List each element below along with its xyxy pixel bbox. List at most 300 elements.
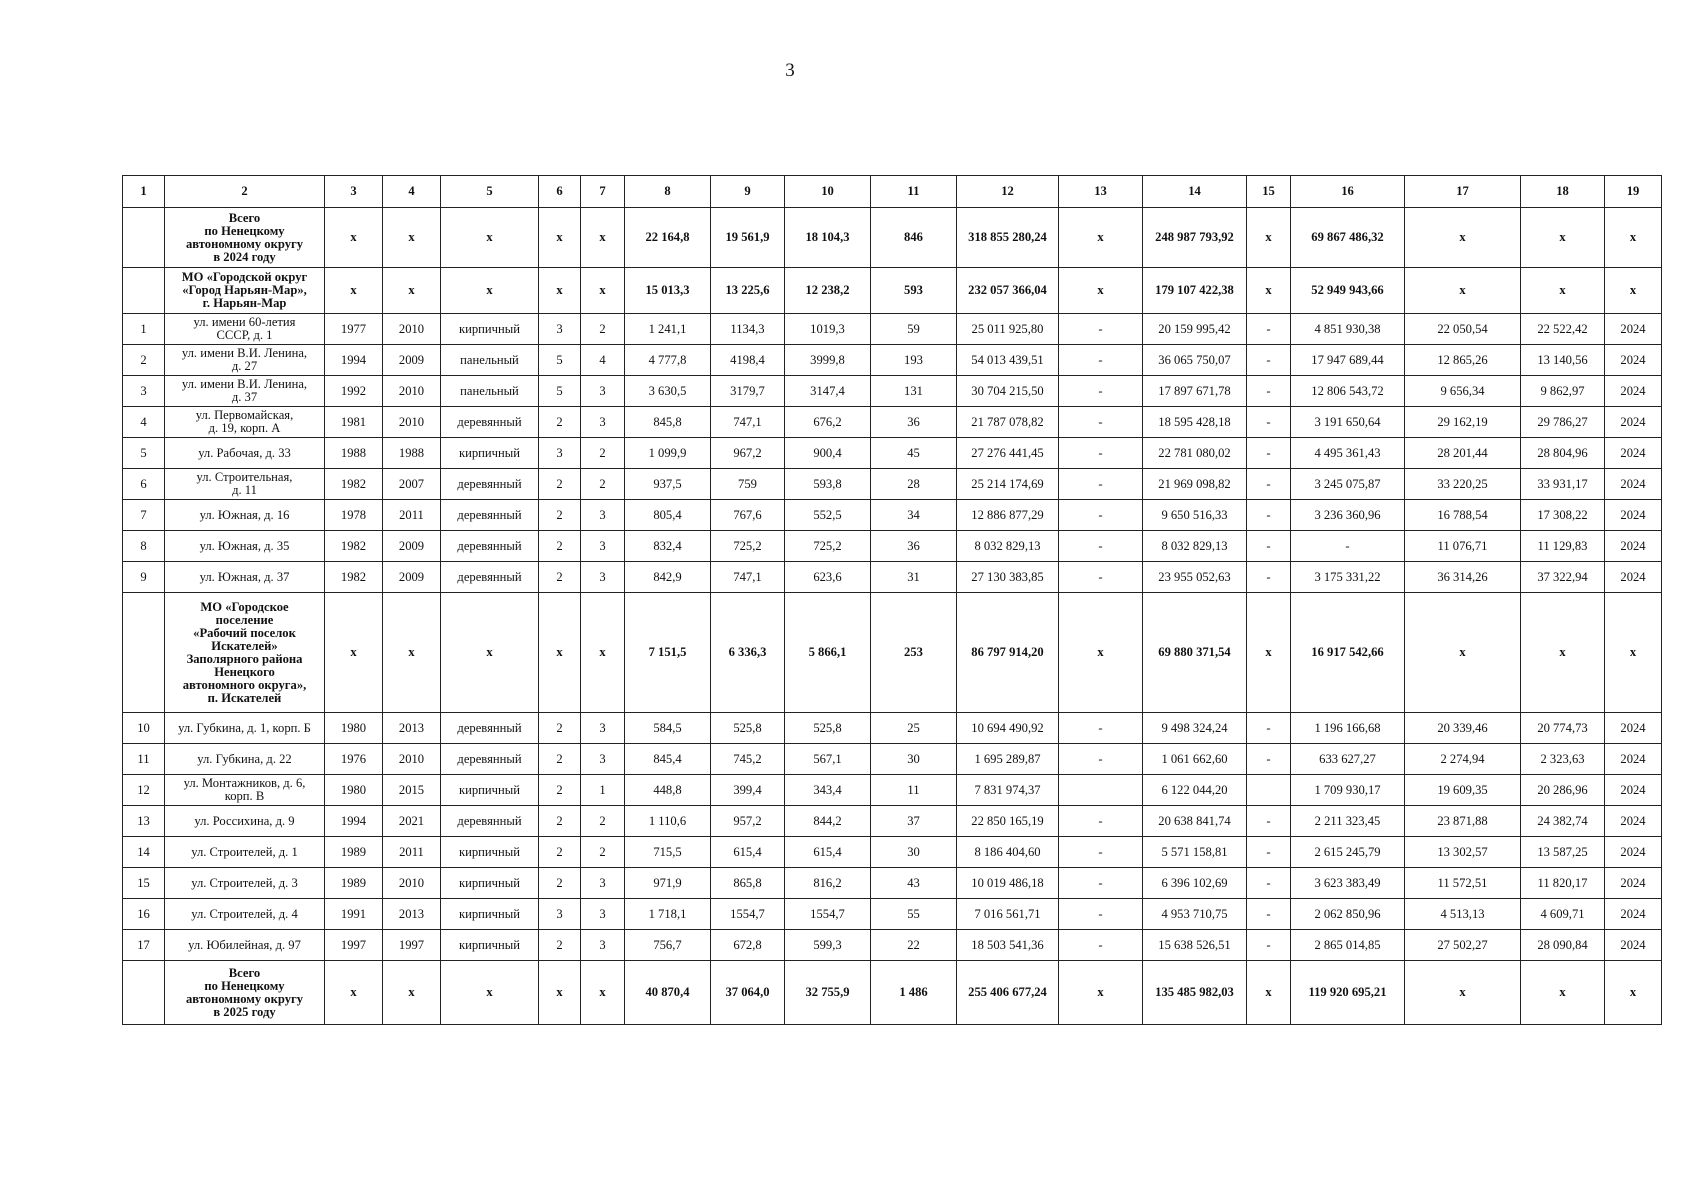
table-cell: деревянный: [441, 713, 539, 744]
table-cell: 1997: [383, 930, 441, 961]
table-cell: кирпичный: [441, 775, 539, 806]
table-cell: 2: [539, 407, 581, 438]
table-cell: х: [441, 208, 539, 268]
table-cell: 11: [871, 775, 957, 806]
table-cell: х: [581, 593, 625, 713]
table-cell: 3: [539, 438, 581, 469]
table-cell: 179 107 422,38: [1143, 268, 1247, 314]
table-row: [123, 899, 1662, 930]
table-cell: панельный: [441, 376, 539, 407]
table-cell: 3 175 331,22: [1291, 562, 1405, 593]
table-cell: 11: [123, 744, 165, 775]
table-cell: 525,8: [711, 713, 785, 744]
table-cell: -: [1247, 500, 1291, 531]
table-cell: деревянный: [441, 562, 539, 593]
table-cell: -: [1247, 469, 1291, 500]
table-cell: х: [1521, 268, 1605, 314]
table-cell: 1997: [325, 930, 383, 961]
table-cell: 1994: [325, 806, 383, 837]
table-cell: 832,4: [625, 531, 711, 562]
table-cell: х: [1605, 268, 1662, 314]
table-cell: -: [1059, 562, 1143, 593]
table-cell: 1976: [325, 744, 383, 775]
table-cell: 1 695 289,87: [957, 744, 1059, 775]
table-cell: 1977: [325, 314, 383, 345]
table-cell: 2024: [1605, 713, 1662, 744]
table-cell: 2: [539, 469, 581, 500]
table-cell: 131: [871, 376, 957, 407]
table-cell: 15 013,3: [625, 268, 711, 314]
table-cell: 10 694 490,92: [957, 713, 1059, 744]
table-cell: 2010: [383, 744, 441, 775]
table-cell: 2009: [383, 531, 441, 562]
table-cell: 1988: [325, 438, 383, 469]
table-cell: 22 164,8: [625, 208, 711, 268]
table-cell: 1554,7: [785, 899, 871, 930]
table-cell: 28 804,96: [1521, 438, 1605, 469]
table-row: [123, 775, 1662, 806]
table-cell: 900,4: [785, 438, 871, 469]
table-cell: 3147,4: [785, 376, 871, 407]
address-cell: ул. Первомайская, д. 19, корп. А: [165, 407, 325, 438]
column-number-8: 8: [625, 176, 711, 208]
table-cell: 193: [871, 345, 957, 376]
table-cell: 599,3: [785, 930, 871, 961]
table-cell: 3: [539, 899, 581, 930]
table-cell: 10 019 486,18: [957, 868, 1059, 899]
table-cell: 17: [123, 930, 165, 961]
table-cell: 13 587,25: [1521, 837, 1605, 868]
table-cell: 28 090,84: [1521, 930, 1605, 961]
table-cell: 1989: [325, 837, 383, 868]
table-cell: 23 871,88: [1405, 806, 1521, 837]
column-number-17: 17: [1405, 176, 1521, 208]
table-cell: 2: [539, 713, 581, 744]
table-cell: 937,5: [625, 469, 711, 500]
table-cell: 55: [871, 899, 957, 930]
table-cell: -: [1247, 713, 1291, 744]
table-total-row: [123, 961, 1662, 1025]
table-cell: 13 225,6: [711, 268, 785, 314]
table-cell: 22 850 165,19: [957, 806, 1059, 837]
table-cell: 747,1: [711, 407, 785, 438]
table-cell: 23 955 052,63: [1143, 562, 1247, 593]
table-cell: 9 656,34: [1405, 376, 1521, 407]
table-cell: кирпичный: [441, 837, 539, 868]
table-cell: 3: [581, 407, 625, 438]
table-cell: 4: [581, 345, 625, 376]
table-cell: 2009: [383, 345, 441, 376]
table-cell: 25: [871, 713, 957, 744]
table-cell: 22 050,54: [1405, 314, 1521, 345]
table-cell: -: [1059, 713, 1143, 744]
table-cell: 37: [871, 806, 957, 837]
table-cell: 767,6: [711, 500, 785, 531]
address-cell: ул. Рабочая, д. 33: [165, 438, 325, 469]
table-cell: -: [1247, 744, 1291, 775]
table-cell: 3: [581, 713, 625, 744]
table-cell: 845,4: [625, 744, 711, 775]
table-cell: 2: [581, 469, 625, 500]
table-cell: х: [581, 268, 625, 314]
table-cell: 2013: [383, 899, 441, 930]
table-cell: 86 797 914,20: [957, 593, 1059, 713]
table-cell: 69 880 371,54: [1143, 593, 1247, 713]
column-number-11: 11: [871, 176, 957, 208]
table-cell: -: [1291, 531, 1405, 562]
address-cell: ул. Губкина, д. 1, корп. Б: [165, 713, 325, 744]
table-cell: 5: [539, 376, 581, 407]
table-cell: 3: [581, 562, 625, 593]
column-number-6: 6: [539, 176, 581, 208]
table-row: [123, 744, 1662, 775]
table-cell: 2: [539, 868, 581, 899]
column-number-header-row: [123, 176, 1662, 208]
table-cell: 8 186 404,60: [957, 837, 1059, 868]
table-cell: 2: [581, 837, 625, 868]
address-cell: МО «Городское поселение «Рабочий поселок Искателей» Заполярного района Ненецкого автономного округа», п. Искателей: [165, 593, 325, 713]
table-cell: 2021: [383, 806, 441, 837]
table-row: [123, 837, 1662, 868]
table-cell: 12 865,26: [1405, 345, 1521, 376]
table-cell: 18 595 428,18: [1143, 407, 1247, 438]
table-cell: 2: [539, 837, 581, 868]
table-cell: х: [539, 268, 581, 314]
table-cell: 5: [539, 345, 581, 376]
table-cell: 9: [123, 562, 165, 593]
table-cell: 20 339,46: [1405, 713, 1521, 744]
table-cell: 1991: [325, 899, 383, 930]
table-row: [123, 562, 1662, 593]
table-cell: 3: [123, 376, 165, 407]
table-cell: 3 236 360,96: [1291, 500, 1405, 531]
table-cell: 2 211 323,45: [1291, 806, 1405, 837]
table-cell: 1988: [383, 438, 441, 469]
housing-register-table: [122, 175, 1662, 1025]
table-cell: 27 276 441,45: [957, 438, 1059, 469]
table-cell: 29 162,19: [1405, 407, 1521, 438]
table-cell: 7 831 974,37: [957, 775, 1059, 806]
table-cell: х: [581, 208, 625, 268]
table-cell: 2: [581, 806, 625, 837]
table-cell: -: [1059, 314, 1143, 345]
table-cell: 4 609,71: [1521, 899, 1605, 930]
address-cell: ул. Россихина, д. 9: [165, 806, 325, 837]
table-cell: 4 495 361,43: [1291, 438, 1405, 469]
table-cell: 22: [871, 930, 957, 961]
table-cell: 2024: [1605, 345, 1662, 376]
table-cell: 4 851 930,38: [1291, 314, 1405, 345]
table-cell: -: [1059, 531, 1143, 562]
table-cell: 2: [539, 806, 581, 837]
table-cell: х: [383, 268, 441, 314]
table-cell: 725,2: [785, 531, 871, 562]
table-cell: 2024: [1605, 438, 1662, 469]
table-cell: 2: [539, 562, 581, 593]
table-cell: 1: [581, 775, 625, 806]
table-cell: [1059, 775, 1143, 806]
table-cell: 32 755,9: [785, 961, 871, 1025]
table-cell: 232 057 366,04: [957, 268, 1059, 314]
table-cell: -: [1059, 744, 1143, 775]
table-cell: -: [1247, 407, 1291, 438]
table-cell: 28 201,44: [1405, 438, 1521, 469]
table-cell: 248 987 793,92: [1143, 208, 1247, 268]
column-number-5: 5: [441, 176, 539, 208]
table-cell: деревянный: [441, 806, 539, 837]
table-cell: 615,4: [711, 837, 785, 868]
table-cell: 36 314,26: [1405, 562, 1521, 593]
table-cell: 22 522,42: [1521, 314, 1605, 345]
table-cell: 54 013 439,51: [957, 345, 1059, 376]
table-cell: 16: [123, 899, 165, 930]
table-cell: 6 122 044,20: [1143, 775, 1247, 806]
table-cell: х: [1405, 208, 1521, 268]
table-cell: 2: [581, 438, 625, 469]
table-cell: -: [1059, 930, 1143, 961]
address-cell: ул. Строителей, д. 3: [165, 868, 325, 899]
table-cell: 27 130 383,85: [957, 562, 1059, 593]
table-cell: 2024: [1605, 407, 1662, 438]
table-cell: 2024: [1605, 744, 1662, 775]
table-cell: -: [1059, 407, 1143, 438]
table-cell: 37 064,0: [711, 961, 785, 1025]
address-cell: Всего по Ненецкому автономному округу в 2024 году: [165, 208, 325, 268]
table-cell: х: [441, 593, 539, 713]
table-cell: 5: [123, 438, 165, 469]
table-cell: 11 129,83: [1521, 531, 1605, 562]
table-cell: 2024: [1605, 775, 1662, 806]
table-row: [123, 806, 1662, 837]
table-cell: 633 627,27: [1291, 744, 1405, 775]
table-cell: 846: [871, 208, 957, 268]
table-cell: 33 220,25: [1405, 469, 1521, 500]
table-cell: 1981: [325, 407, 383, 438]
table-cell: 8: [123, 531, 165, 562]
table-cell: 2: [539, 775, 581, 806]
table-cell: 567,1: [785, 744, 871, 775]
table-cell: 20 638 841,74: [1143, 806, 1247, 837]
table-cell: -: [1059, 345, 1143, 376]
table-cell: х: [581, 961, 625, 1025]
table-total-row: [123, 593, 1662, 713]
table-row: [123, 345, 1662, 376]
table-cell: 552,5: [785, 500, 871, 531]
table-cell: 19 561,9: [711, 208, 785, 268]
table-cell: 318 855 280,24: [957, 208, 1059, 268]
table-cell: -: [1059, 899, 1143, 930]
table-cell: 3: [539, 314, 581, 345]
table-cell: деревянный: [441, 531, 539, 562]
table-cell: 4 777,8: [625, 345, 711, 376]
table-cell: 12 806 543,72: [1291, 376, 1405, 407]
table-cell: 1 486: [871, 961, 957, 1025]
table-cell: 2024: [1605, 868, 1662, 899]
table-cell: х: [1405, 268, 1521, 314]
table-cell: 2013: [383, 713, 441, 744]
table-row: [123, 469, 1662, 500]
table-cell: 672,8: [711, 930, 785, 961]
table-cell: 1 061 662,60: [1143, 744, 1247, 775]
table-cell: 7 016 561,71: [957, 899, 1059, 930]
table-cell: х: [539, 593, 581, 713]
column-number-16: 16: [1291, 176, 1405, 208]
table-cell: 6 336,3: [711, 593, 785, 713]
table-cell: 2010: [383, 407, 441, 438]
table-cell: 11 076,71: [1405, 531, 1521, 562]
table-cell: х: [1247, 208, 1291, 268]
table-cell: х: [1247, 268, 1291, 314]
table-cell: 957,2: [711, 806, 785, 837]
table-row: [123, 376, 1662, 407]
table-cell: 1 196 166,68: [1291, 713, 1405, 744]
table-cell: -: [1059, 806, 1143, 837]
table-cell: х: [1059, 961, 1143, 1025]
table-cell: 865,8: [711, 868, 785, 899]
table-cell: 2024: [1605, 562, 1662, 593]
table-cell: 845,8: [625, 407, 711, 438]
table-cell: 2024: [1605, 376, 1662, 407]
table-cell: 21 787 078,82: [957, 407, 1059, 438]
table-cell: 10: [123, 713, 165, 744]
table-cell: 253: [871, 593, 957, 713]
table-cell: деревянный: [441, 407, 539, 438]
table-cell: 4 513,13: [1405, 899, 1521, 930]
table-cell: 3: [581, 868, 625, 899]
table-cell: 1982: [325, 562, 383, 593]
table-cell: 24 382,74: [1521, 806, 1605, 837]
table-cell: 7 151,5: [625, 593, 711, 713]
table-cell: 2024: [1605, 899, 1662, 930]
table-cell: 13: [123, 806, 165, 837]
address-cell: ул. Строителей, д. 4: [165, 899, 325, 930]
column-number-12: 12: [957, 176, 1059, 208]
table-cell: 816,2: [785, 868, 871, 899]
table-cell: кирпичный: [441, 899, 539, 930]
table-cell: 1989: [325, 868, 383, 899]
table-cell: 21 969 098,82: [1143, 469, 1247, 500]
table-cell: 1554,7: [711, 899, 785, 930]
table-cell: 5 866,1: [785, 593, 871, 713]
table-cell: 36 065 750,07: [1143, 345, 1247, 376]
table-cell: 2024: [1605, 500, 1662, 531]
table-cell: 2: [123, 345, 165, 376]
table-body: [123, 208, 1662, 1025]
table-cell: х: [1605, 208, 1662, 268]
address-cell: ул. имени В.И. Ленина, д. 37: [165, 376, 325, 407]
table-cell: деревянный: [441, 744, 539, 775]
table-cell: 43: [871, 868, 957, 899]
table-cell: 593: [871, 268, 957, 314]
table-cell: [123, 961, 165, 1025]
table-cell: 399,4: [711, 775, 785, 806]
table-cell: 2024: [1605, 806, 1662, 837]
address-cell: Всего по Ненецкому автономному округу в 2025 году: [165, 961, 325, 1025]
table-cell: 1978: [325, 500, 383, 531]
table-cell: 967,2: [711, 438, 785, 469]
table-cell: 1992: [325, 376, 383, 407]
table-cell: 1 709 930,17: [1291, 775, 1405, 806]
table-cell: 9 498 324,24: [1143, 713, 1247, 744]
table-cell: 1 110,6: [625, 806, 711, 837]
table-row: [123, 500, 1662, 531]
table-row: [123, 868, 1662, 899]
table-cell: х: [539, 961, 581, 1025]
table-cell: х: [539, 208, 581, 268]
table-cell: х: [1405, 593, 1521, 713]
table-cell: -: [1247, 899, 1291, 930]
table-cell: 22 781 080,02: [1143, 438, 1247, 469]
table-cell: х: [1247, 593, 1291, 713]
table-cell: х: [441, 268, 539, 314]
table-cell: 2024: [1605, 314, 1662, 345]
table-cell: 1: [123, 314, 165, 345]
table-cell: 30: [871, 837, 957, 868]
table-cell: 9 650 516,33: [1143, 500, 1247, 531]
table-cell: 6: [123, 469, 165, 500]
table-row: [123, 438, 1662, 469]
table-cell: 842,9: [625, 562, 711, 593]
table-cell: 1980: [325, 713, 383, 744]
table-cell: 255 406 677,24: [957, 961, 1059, 1025]
table-cell: 844,2: [785, 806, 871, 837]
table-cell: 2024: [1605, 837, 1662, 868]
address-cell: ул. Строительная, д. 11: [165, 469, 325, 500]
table-cell: х: [383, 961, 441, 1025]
table-cell: 30: [871, 744, 957, 775]
table-row: [123, 407, 1662, 438]
address-cell: ул. Строителей, д. 1: [165, 837, 325, 868]
table-row: [123, 314, 1662, 345]
table-cell: 593,8: [785, 469, 871, 500]
table-cell: 34: [871, 500, 957, 531]
table-cell: 9 862,97: [1521, 376, 1605, 407]
table-cell: 1994: [325, 345, 383, 376]
table-cell: 2011: [383, 837, 441, 868]
table-cell: 676,2: [785, 407, 871, 438]
table-cell: 30 704 215,50: [957, 376, 1059, 407]
address-cell: ул. Губкина, д. 22: [165, 744, 325, 775]
table-cell: 2024: [1605, 531, 1662, 562]
table-cell: 14: [123, 837, 165, 868]
table-cell: х: [383, 208, 441, 268]
table-cell: деревянный: [441, 500, 539, 531]
table-cell: -: [1247, 806, 1291, 837]
table-cell: 759: [711, 469, 785, 500]
table-cell: 1 099,9: [625, 438, 711, 469]
table-cell: х: [383, 593, 441, 713]
table-cell: 13 302,57: [1405, 837, 1521, 868]
address-cell: ул. Южная, д. 16: [165, 500, 325, 531]
table-cell: -: [1059, 868, 1143, 899]
table-cell: 1 241,1: [625, 314, 711, 345]
table-cell: -: [1059, 438, 1143, 469]
table-total-row: [123, 268, 1662, 314]
table-row: [123, 930, 1662, 961]
table-cell: 18 104,3: [785, 208, 871, 268]
table-cell: 2 865 014,85: [1291, 930, 1405, 961]
column-number-4: 4: [383, 176, 441, 208]
table-cell: 2024: [1605, 930, 1662, 961]
table-cell: 20 159 995,42: [1143, 314, 1247, 345]
table-cell: -: [1059, 469, 1143, 500]
table-cell: 725,2: [711, 531, 785, 562]
table-cell: -: [1059, 376, 1143, 407]
table-cell: 1019,3: [785, 314, 871, 345]
column-number-10: 10: [785, 176, 871, 208]
table-cell: х: [1059, 208, 1143, 268]
table-cell: 135 485 982,03: [1143, 961, 1247, 1025]
